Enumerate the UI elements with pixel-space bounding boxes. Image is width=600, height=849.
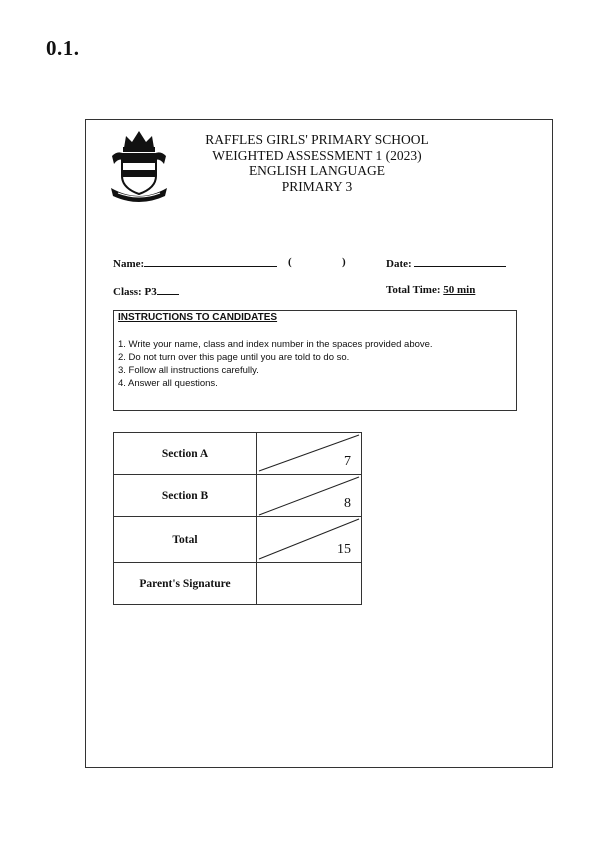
class-field[interactable] — [113, 284, 179, 298]
table-row — [114, 563, 362, 605]
exam-header — [180, 132, 454, 194]
school-crest-icon — [108, 126, 170, 202]
section-a-score: 7 — [344, 454, 351, 469]
subject-title: ENGLISH LANGUAGE — [248, 163, 386, 178]
total-score-cell — [257, 517, 362, 563]
marks-table — [113, 432, 362, 605]
instruction-item: 2. Do not turn over this page until you are told to do so. — [118, 352, 350, 363]
section-a-label: Section A — [114, 433, 257, 475]
parent-signature-cell[interactable] — [257, 563, 362, 605]
total-label: Total — [114, 517, 257, 563]
instruction-item: 4. Answer all questions. — [118, 378, 218, 389]
instructions-title: INSTRUCTIONS TO CANDIDATES — [118, 312, 278, 323]
date-blank[interactable] — [414, 256, 506, 267]
section-b-label: Section B — [114, 475, 257, 517]
section-b-score-cell — [257, 475, 362, 517]
index-open-paren: ( — [288, 256, 292, 268]
total-score: 15 — [337, 542, 351, 557]
level-title: PRIMARY 3 — [281, 178, 353, 194]
table-row — [114, 433, 362, 475]
table-row — [114, 517, 362, 563]
section-b-score: 8 — [344, 496, 351, 511]
class-blank[interactable] — [157, 284, 179, 295]
name-field[interactable] — [113, 256, 277, 270]
class-label: Class: P3 — [113, 286, 157, 298]
instruction-item: 1. Write your name, class and index number in the spaces provided above. — [118, 339, 433, 350]
instruction-item: 3. Follow all instructions carefully. — [118, 365, 259, 376]
parent-signature-label: Parent's Signature — [114, 563, 257, 605]
index-close-paren: ) — [342, 256, 346, 268]
school-name: RAFFLES GIRLS' PRIMARY SCHOOL — [205, 132, 429, 147]
page-number-label: 0.1. — [46, 36, 80, 60]
name-blank[interactable] — [144, 256, 277, 267]
date-label: Date: — [386, 258, 412, 270]
table-row — [114, 475, 362, 517]
instructions-list — [118, 338, 433, 390]
total-time — [386, 284, 475, 296]
total-time-value: 50 min — [443, 284, 476, 296]
name-label: Name: — [113, 258, 145, 270]
total-time-label: Total Time: — [386, 284, 441, 296]
instructions-box — [113, 310, 517, 411]
section-a-score-cell — [257, 433, 362, 475]
assessment-title: WEIGHTED ASSESSMENT 1 (2023) — [212, 147, 422, 163]
date-field[interactable] — [386, 256, 506, 270]
